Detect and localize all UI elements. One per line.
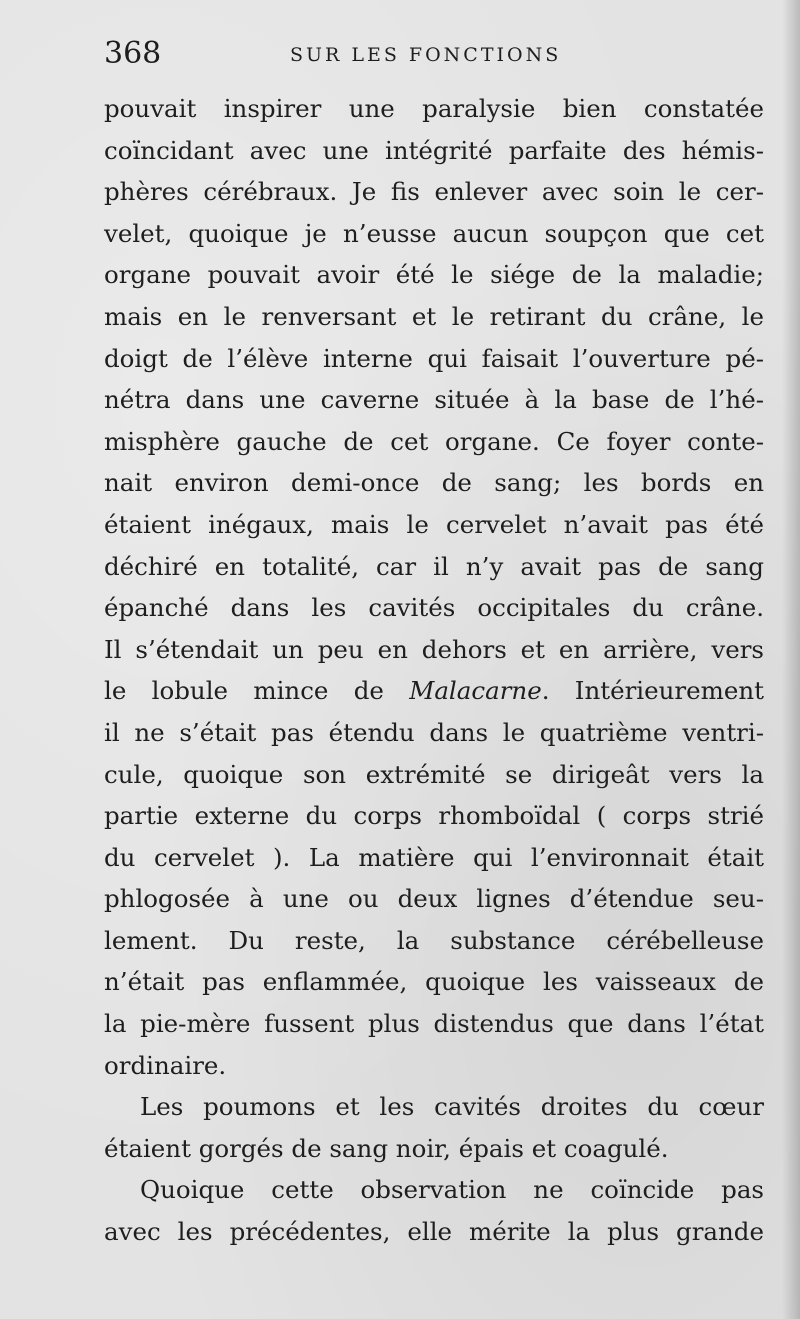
page-header [104, 32, 764, 82]
text-line: n’était pas enflammée, quoique les vaisseaux de [104, 967, 764, 997]
text-line: nait environ demi-once de sang; les bords en [104, 468, 764, 498]
text-line: nétra dans une caverne située à la base de l’hé- [104, 385, 764, 415]
text-segment: le lobule mince de [104, 676, 410, 706]
text-line: lement. Du reste, la substance cérébelleuse [104, 925, 764, 955]
text-line: du cervelet ). La matière qui l’environnait était [104, 842, 764, 872]
text-line: organe pouvait avoir été le siége de la maladie; [104, 260, 764, 290]
text-line-paragraph-end: ordinaire. [104, 1050, 227, 1080]
text-line: misphère gauche de cet organe. Ce foyer conte- [104, 426, 764, 456]
text-line: velet, quoique je n’eusse aucun soupçon que cet [104, 218, 764, 248]
text-segment: . Intérieurement [541, 676, 764, 706]
text-line: coïncidant avec une intégrité parfaite des hémis- [104, 135, 764, 165]
text-line: pouvait inspirer une paralysie bien constatée [104, 94, 764, 123]
text-line: déchiré en totalité, car il n’y avait pas de sang [104, 551, 764, 581]
text-line: phères cérébraux. Je fis enlever avec soin le cer- [104, 177, 764, 207]
text-line: il ne s’était pas étendu dans le quatrième ventri- [104, 717, 764, 747]
text-line: avec les précédentes, elle mérite la plus grande [104, 1217, 764, 1247]
body-text [104, 88, 764, 1253]
running-head: SUR LES FONCTIONS [290, 44, 562, 66]
text-line: la pie-mère fussent plus distendus que dans l’état [104, 1009, 764, 1039]
text-line: épanché dans les cavités occipitales du crâne. [104, 593, 764, 623]
text-line: cule, quoique son extrémité se dirigeât vers la [104, 759, 764, 789]
italic-name: Malacarne [409, 676, 542, 706]
text-line: partie externe du corps rhomboïdal ( corps strié [104, 801, 764, 831]
text-line: doigt de l’élève interne qui faisait l’ouverture pé- [104, 343, 764, 373]
text-line-paragraph-start: Quoique cette observation ne coïncide pas [140, 1175, 764, 1205]
text-line-paragraph-start: Les poumons et les cavités droites du cœur [140, 1092, 764, 1122]
text-line-paragraph-end: étaient gorgés de sang noir, épais et coagulé. [104, 1133, 669, 1163]
text-line: phlogosée à une ou deux lignes d’étendue seu- [104, 884, 764, 914]
text-line: étaient inégaux, mais le cervelet n’avait pas été [104, 509, 764, 539]
page-gutter-shadow [782, 0, 800, 1319]
text-line: Il s’étendait un peu en dehors et en arrière, vers [104, 634, 764, 664]
text-line-with-italic [104, 670, 764, 712]
page-number: 368 [104, 36, 162, 71]
text-line: mais en le renversant et le retirant du crâne, le [104, 301, 764, 331]
